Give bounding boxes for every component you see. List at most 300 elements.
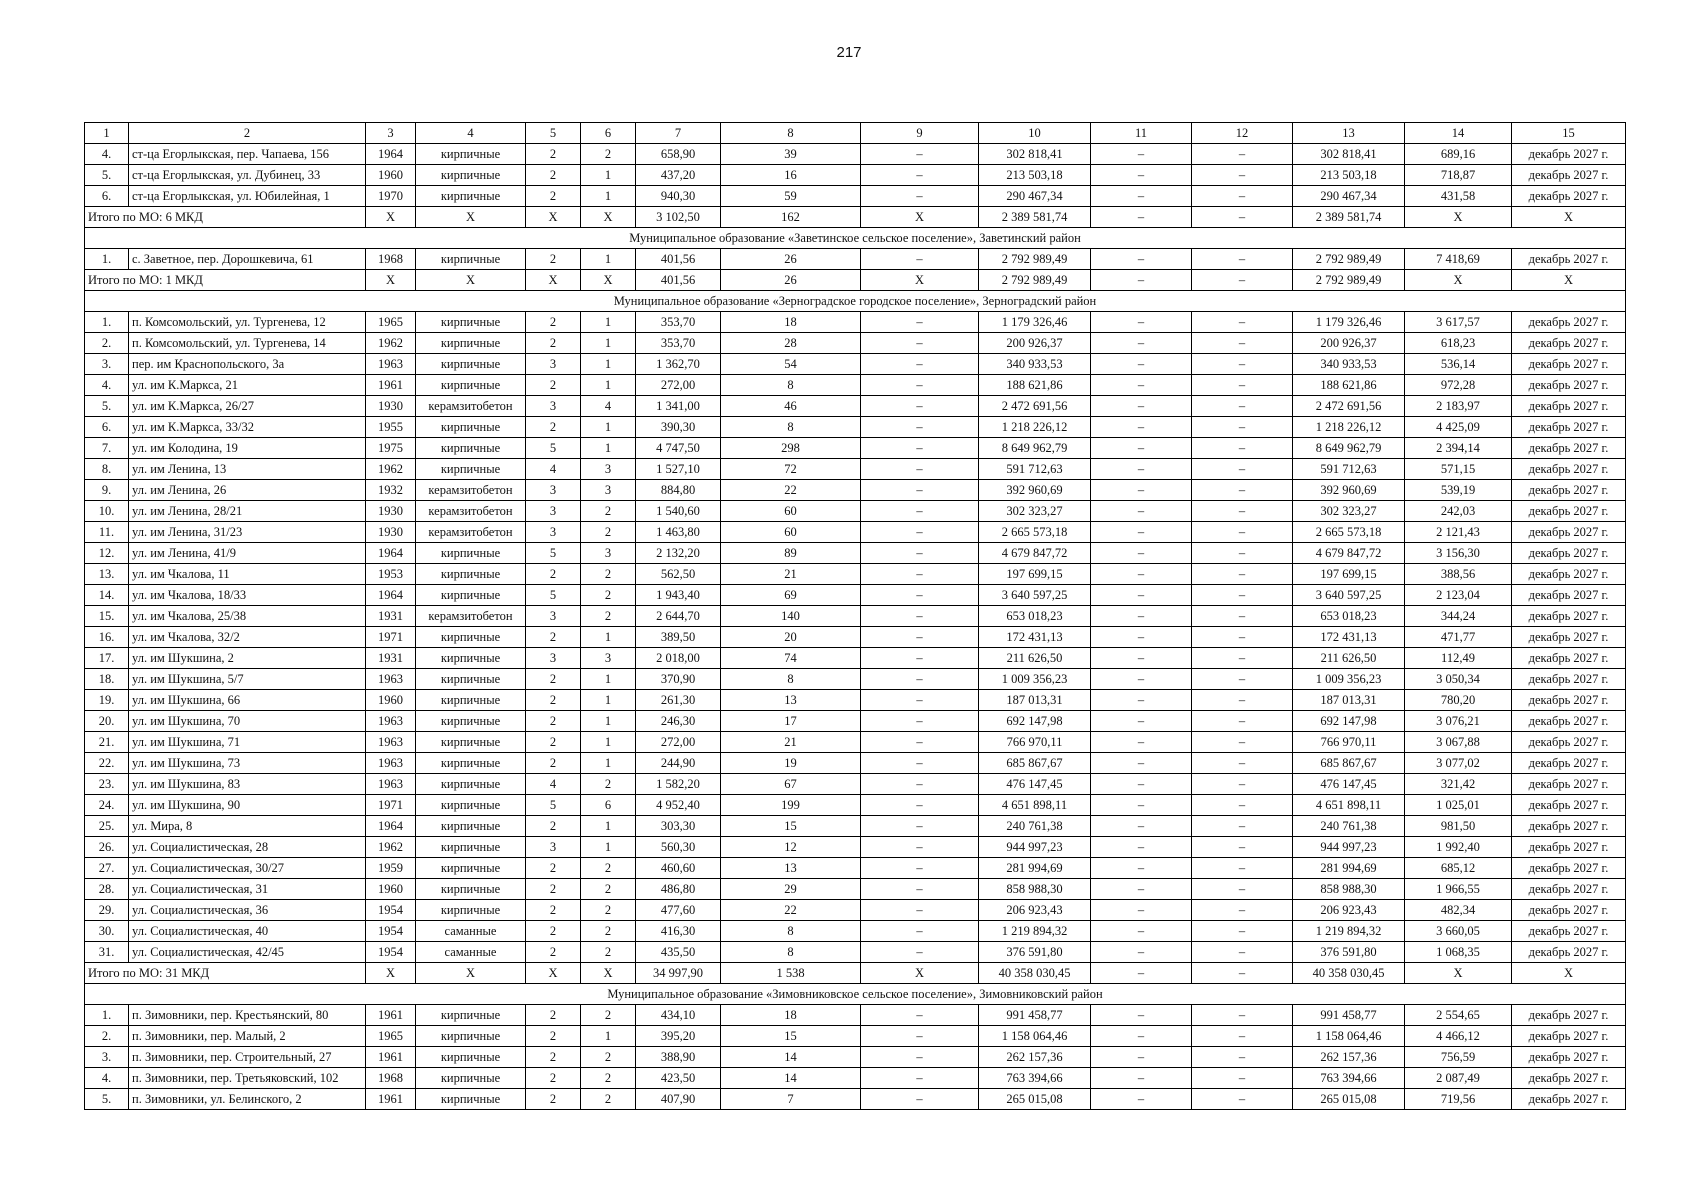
table-cell: 22 bbox=[721, 900, 861, 921]
table-row bbox=[85, 879, 1626, 900]
table-cell: 290 467,34 bbox=[979, 186, 1091, 207]
table-cell: 1 bbox=[581, 312, 636, 333]
table-row bbox=[85, 564, 1626, 585]
total-cell: 3 102,50 bbox=[636, 207, 721, 228]
table-cell: – bbox=[861, 165, 979, 186]
table-cell: 1963 bbox=[366, 732, 416, 753]
table-row bbox=[85, 1005, 1626, 1026]
table-cell: 12 bbox=[721, 837, 861, 858]
table-cell: – bbox=[1091, 606, 1192, 627]
table-cell: 692 147,98 bbox=[1293, 711, 1405, 732]
table-cell: 653 018,23 bbox=[1293, 606, 1405, 627]
table-cell: 2 bbox=[526, 1026, 581, 1047]
address-cell: п. Зимовники, пер. Малый, 2 bbox=[129, 1026, 366, 1047]
table-cell: декабрь 2027 г. bbox=[1512, 564, 1626, 585]
table-cell: декабрь 2027 г. bbox=[1512, 165, 1626, 186]
table-cell: 2 bbox=[581, 585, 636, 606]
table-cell: – bbox=[861, 543, 979, 564]
table-cell: декабрь 2027 г. bbox=[1512, 858, 1626, 879]
table-cell: – bbox=[1091, 879, 1192, 900]
table-cell: 2 bbox=[526, 900, 581, 921]
table-cell: – bbox=[1091, 501, 1192, 522]
table-cell: 2 bbox=[581, 1047, 636, 1068]
address-cell: ул. им Ленина, 41/9 bbox=[129, 543, 366, 564]
table-cell: 340 933,53 bbox=[979, 354, 1091, 375]
table-cell: 940,30 bbox=[636, 186, 721, 207]
table-cell: 477,60 bbox=[636, 900, 721, 921]
table-cell: декабрь 2027 г. bbox=[1512, 606, 1626, 627]
table-cell: 471,77 bbox=[1405, 627, 1512, 648]
table-cell: – bbox=[861, 1047, 979, 1068]
table-cell: 2 bbox=[526, 690, 581, 711]
table-cell: 2 bbox=[581, 921, 636, 942]
table-cell: 59 bbox=[721, 186, 861, 207]
table-cell: 1964 bbox=[366, 144, 416, 165]
column-number-header: 12 bbox=[1192, 123, 1293, 144]
table-cell: – bbox=[1091, 627, 1192, 648]
table-cell: 21. bbox=[85, 732, 129, 753]
table-cell: 21 bbox=[721, 564, 861, 585]
table-cell: 8. bbox=[85, 459, 129, 480]
table-cell: 991 458,77 bbox=[1293, 1005, 1405, 1026]
table-cell: 18 bbox=[721, 312, 861, 333]
table-cell: – bbox=[1091, 837, 1192, 858]
table-cell: кирпичные bbox=[416, 732, 526, 753]
table-cell: – bbox=[1192, 522, 1293, 543]
total-cell: Х bbox=[416, 207, 526, 228]
table-cell: 7. bbox=[85, 438, 129, 459]
address-cell: ул. им Шукшина, 71 bbox=[129, 732, 366, 753]
table-cell: 4 bbox=[581, 396, 636, 417]
total-cell: Х bbox=[1512, 207, 1626, 228]
table-cell: 242,03 bbox=[1405, 501, 1512, 522]
table-cell: 2 bbox=[581, 144, 636, 165]
table-cell: 2 123,04 bbox=[1405, 585, 1512, 606]
table-cell: – bbox=[1091, 753, 1192, 774]
table-cell: 60 bbox=[721, 501, 861, 522]
table-cell: 1961 bbox=[366, 375, 416, 396]
table-cell: 26 bbox=[721, 249, 861, 270]
total-cell: – bbox=[1091, 270, 1192, 291]
table-cell: декабрь 2027 г. bbox=[1512, 942, 1626, 963]
table-cell: – bbox=[861, 879, 979, 900]
table-cell: 2 bbox=[526, 1047, 581, 1068]
table-cell: 1 bbox=[581, 165, 636, 186]
table-cell: – bbox=[861, 942, 979, 963]
table-cell: – bbox=[1192, 858, 1293, 879]
address-cell: ул. Социалистическая, 30/27 bbox=[129, 858, 366, 879]
table-row bbox=[85, 753, 1626, 774]
table-cell: кирпичные bbox=[416, 1047, 526, 1068]
table-cell: 1961 bbox=[366, 1089, 416, 1110]
table-cell: декабрь 2027 г. bbox=[1512, 648, 1626, 669]
table-cell: 39 bbox=[721, 144, 861, 165]
table-cell: 261,30 bbox=[636, 690, 721, 711]
table-cell: 1 966,55 bbox=[1405, 879, 1512, 900]
address-cell: п. Зимовники, ул. Белинского, 2 bbox=[129, 1089, 366, 1110]
table-cell: – bbox=[1192, 249, 1293, 270]
table-cell: 1 bbox=[581, 690, 636, 711]
table-cell: кирпичные bbox=[416, 438, 526, 459]
table-cell: 1954 bbox=[366, 921, 416, 942]
table-cell: кирпичные bbox=[416, 837, 526, 858]
table-cell: 435,50 bbox=[636, 942, 721, 963]
table-cell: 1 158 064,46 bbox=[1293, 1026, 1405, 1047]
table-cell: 2 bbox=[526, 144, 581, 165]
table-cell: – bbox=[1192, 816, 1293, 837]
table-cell: кирпичные bbox=[416, 816, 526, 837]
table-row bbox=[85, 501, 1626, 522]
table-cell: 2 394,14 bbox=[1405, 438, 1512, 459]
table-cell: керамзитобетон bbox=[416, 606, 526, 627]
table-cell: 172 431,13 bbox=[1293, 627, 1405, 648]
table-cell: 2 bbox=[526, 921, 581, 942]
table-cell: 15. bbox=[85, 606, 129, 627]
table-cell: 2 bbox=[581, 564, 636, 585]
table-cell: 1 bbox=[581, 186, 636, 207]
table-cell: 1 bbox=[581, 837, 636, 858]
table-row bbox=[85, 711, 1626, 732]
table-cell: 376 591,80 bbox=[979, 942, 1091, 963]
total-cell: – bbox=[1192, 270, 1293, 291]
table-cell: 2 472 691,56 bbox=[979, 396, 1091, 417]
table-cell: 388,56 bbox=[1405, 564, 1512, 585]
table-row bbox=[85, 837, 1626, 858]
total-cell: Х bbox=[1405, 207, 1512, 228]
total-cell: 1 538 bbox=[721, 963, 861, 984]
table-cell: – bbox=[1192, 144, 1293, 165]
table-cell: 5. bbox=[85, 1089, 129, 1110]
table-cell: 2 472 691,56 bbox=[1293, 396, 1405, 417]
table-cell: 4 425,09 bbox=[1405, 417, 1512, 438]
address-cell: ул. им Шукшина, 90 bbox=[129, 795, 366, 816]
table-cell: 766 970,11 bbox=[1293, 732, 1405, 753]
table-cell: 4 bbox=[526, 459, 581, 480]
table-cell: 2 132,20 bbox=[636, 543, 721, 564]
table-cell: 981,50 bbox=[1405, 816, 1512, 837]
table-cell: 14. bbox=[85, 585, 129, 606]
table-cell: – bbox=[1091, 816, 1192, 837]
table-cell: саманные bbox=[416, 942, 526, 963]
table-cell: 3 076,21 bbox=[1405, 711, 1512, 732]
table-cell: декабрь 2027 г. bbox=[1512, 249, 1626, 270]
table-row bbox=[85, 1089, 1626, 1110]
table-cell: 11. bbox=[85, 522, 129, 543]
table-row bbox=[85, 648, 1626, 669]
table-cell: декабрь 2027 г. bbox=[1512, 816, 1626, 837]
table-cell: – bbox=[1192, 1047, 1293, 1068]
table-cell: 2 554,65 bbox=[1405, 1005, 1512, 1026]
table-cell: – bbox=[1091, 921, 1192, 942]
table-cell: 2 bbox=[526, 564, 581, 585]
section-heading: Муниципальное образование «Заветинское сельское поселение», Заветинский район bbox=[85, 228, 1626, 249]
table-cell: 1 341,00 bbox=[636, 396, 721, 417]
table-cell: – bbox=[1091, 585, 1192, 606]
table-cell: – bbox=[861, 1026, 979, 1047]
table-cell: 560,30 bbox=[636, 837, 721, 858]
table-cell: 437,20 bbox=[636, 165, 721, 186]
address-cell: ул. им К.Маркса, 26/27 bbox=[129, 396, 366, 417]
table-cell: – bbox=[861, 795, 979, 816]
table-cell: – bbox=[1192, 837, 1293, 858]
table-cell: 206 923,43 bbox=[979, 900, 1091, 921]
address-cell: ул. Социалистическая, 42/45 bbox=[129, 942, 366, 963]
table-cell: 3 640 597,25 bbox=[1293, 585, 1405, 606]
table-cell: – bbox=[1192, 774, 1293, 795]
table-cell: 618,23 bbox=[1405, 333, 1512, 354]
table-cell: 2 018,00 bbox=[636, 648, 721, 669]
table-cell: 685 867,67 bbox=[979, 753, 1091, 774]
table-cell: 2 bbox=[526, 669, 581, 690]
table-cell: 20. bbox=[85, 711, 129, 732]
column-number-header: 4 bbox=[416, 123, 526, 144]
table-cell: 188 621,86 bbox=[979, 375, 1091, 396]
table-cell: 3 bbox=[581, 459, 636, 480]
table-cell: 1 bbox=[581, 249, 636, 270]
column-number-header: 13 bbox=[1293, 123, 1405, 144]
address-cell: ул. им Ленина, 13 bbox=[129, 459, 366, 480]
table-cell: 1. bbox=[85, 312, 129, 333]
address-cell: ул. Социалистическая, 28 bbox=[129, 837, 366, 858]
total-row bbox=[85, 207, 1626, 228]
table-cell: – bbox=[1192, 753, 1293, 774]
table-row bbox=[85, 396, 1626, 417]
table-cell: 991 458,77 bbox=[979, 1005, 1091, 1026]
table-cell: 476 147,45 bbox=[979, 774, 1091, 795]
table-cell: – bbox=[861, 921, 979, 942]
total-cell: 2 792 989,49 bbox=[979, 270, 1091, 291]
table-cell: 4 747,50 bbox=[636, 438, 721, 459]
table-cell: 2 bbox=[526, 711, 581, 732]
table-row bbox=[85, 669, 1626, 690]
section-heading-row bbox=[85, 984, 1626, 1005]
table-cell: 416,30 bbox=[636, 921, 721, 942]
table-cell: 200 926,37 bbox=[979, 333, 1091, 354]
table-cell: кирпичные bbox=[416, 459, 526, 480]
table-cell: 4 679 847,72 bbox=[979, 543, 1091, 564]
total-cell: – bbox=[1091, 963, 1192, 984]
total-label: Итого по МО: 6 МКД bbox=[85, 207, 366, 228]
register-table bbox=[84, 122, 1626, 1110]
table-cell: 1964 bbox=[366, 585, 416, 606]
table-row bbox=[85, 1068, 1626, 1089]
table-cell: – bbox=[1091, 312, 1192, 333]
table-cell: 340 933,53 bbox=[1293, 354, 1405, 375]
table-cell: декабрь 2027 г. bbox=[1512, 1026, 1626, 1047]
table-cell: – bbox=[1192, 606, 1293, 627]
table-cell: – bbox=[1192, 438, 1293, 459]
address-cell: ст-ца Егорлыкская, ул. Дубинец, 33 bbox=[129, 165, 366, 186]
table-cell: 763 394,66 bbox=[979, 1068, 1091, 1089]
table-cell: декабрь 2027 г. bbox=[1512, 627, 1626, 648]
table-row bbox=[85, 1026, 1626, 1047]
table-cell: 780,20 bbox=[1405, 690, 1512, 711]
table-cell: 1962 bbox=[366, 459, 416, 480]
table-cell: 281 994,69 bbox=[979, 858, 1091, 879]
total-label: Итого по МО: 31 МКД bbox=[85, 963, 366, 984]
table-cell: 1 362,70 bbox=[636, 354, 721, 375]
table-cell: 246,30 bbox=[636, 711, 721, 732]
table-cell: декабрь 2027 г. bbox=[1512, 480, 1626, 501]
table-cell: 298 bbox=[721, 438, 861, 459]
table-cell: декабрь 2027 г. bbox=[1512, 1005, 1626, 1026]
total-cell: Х bbox=[581, 270, 636, 291]
table-cell: 3 bbox=[526, 480, 581, 501]
table-cell: 2 665 573,18 bbox=[1293, 522, 1405, 543]
table-cell: 1954 bbox=[366, 900, 416, 921]
table-cell: кирпичные bbox=[416, 165, 526, 186]
column-number-header: 14 bbox=[1405, 123, 1512, 144]
table-cell: 344,24 bbox=[1405, 606, 1512, 627]
table-cell: 1932 bbox=[366, 480, 416, 501]
table-cell: 1 158 064,46 bbox=[979, 1026, 1091, 1047]
total-cell: Х bbox=[366, 207, 416, 228]
total-cell: 162 bbox=[721, 207, 861, 228]
table-cell: 1 bbox=[581, 753, 636, 774]
table-cell: 2 bbox=[526, 333, 581, 354]
table-body bbox=[85, 144, 1626, 1110]
table-cell: – bbox=[861, 606, 979, 627]
table-cell: – bbox=[1091, 165, 1192, 186]
table-cell: – bbox=[1091, 438, 1192, 459]
table-cell: кирпичные bbox=[416, 1005, 526, 1026]
table-cell: – bbox=[861, 585, 979, 606]
table-cell: декабрь 2027 г. bbox=[1512, 144, 1626, 165]
table-cell: 19 bbox=[721, 753, 861, 774]
table-cell: – bbox=[861, 648, 979, 669]
table-cell: 187 013,31 bbox=[979, 690, 1091, 711]
address-cell: ул. им Чкалова, 11 bbox=[129, 564, 366, 585]
table-cell: – bbox=[1091, 942, 1192, 963]
table-cell: 3 617,57 bbox=[1405, 312, 1512, 333]
table-cell: – bbox=[1091, 774, 1192, 795]
table-cell: 2 792 989,49 bbox=[979, 249, 1091, 270]
table-cell: кирпичные bbox=[416, 1068, 526, 1089]
table-cell: 8 649 962,79 bbox=[1293, 438, 1405, 459]
table-cell: 1 992,40 bbox=[1405, 837, 1512, 858]
table-cell: 3 156,30 bbox=[1405, 543, 1512, 564]
table-cell: 1 bbox=[581, 417, 636, 438]
address-cell: ул. им Ленина, 28/21 bbox=[129, 501, 366, 522]
table-cell: 4. bbox=[85, 375, 129, 396]
total-row bbox=[85, 963, 1626, 984]
table-cell: 1 219 894,32 bbox=[979, 921, 1091, 942]
column-number-header: 3 bbox=[366, 123, 416, 144]
table-cell: 69 bbox=[721, 585, 861, 606]
table-cell: 2 bbox=[526, 249, 581, 270]
table-cell: 3. bbox=[85, 354, 129, 375]
table-row bbox=[85, 186, 1626, 207]
address-cell: ул. им Ленина, 31/23 bbox=[129, 522, 366, 543]
table-cell: 972,28 bbox=[1405, 375, 1512, 396]
table-row bbox=[85, 585, 1626, 606]
table-cell: 13. bbox=[85, 564, 129, 585]
table-cell: 1961 bbox=[366, 1005, 416, 1026]
table-cell: 240 761,38 bbox=[979, 816, 1091, 837]
table-cell: кирпичные bbox=[416, 186, 526, 207]
table-cell: – bbox=[1091, 669, 1192, 690]
table-cell: 272,00 bbox=[636, 375, 721, 396]
table-cell: декабрь 2027 г. bbox=[1512, 711, 1626, 732]
table-cell: 460,60 bbox=[636, 858, 721, 879]
table-cell: 1930 bbox=[366, 396, 416, 417]
table-cell: 74 bbox=[721, 648, 861, 669]
total-cell: Х bbox=[861, 270, 979, 291]
table-cell: 14 bbox=[721, 1047, 861, 1068]
table-cell: – bbox=[1091, 711, 1192, 732]
table-cell: 302 323,27 bbox=[979, 501, 1091, 522]
table-cell: – bbox=[1091, 375, 1192, 396]
table-cell: – bbox=[861, 564, 979, 585]
table-cell: 18. bbox=[85, 669, 129, 690]
table-cell: 281 994,69 bbox=[1293, 858, 1405, 879]
table-cell: – bbox=[1192, 900, 1293, 921]
total-cell: Х bbox=[366, 270, 416, 291]
table-cell: 1963 bbox=[366, 669, 416, 690]
table-cell: – bbox=[1091, 795, 1192, 816]
address-cell: п. Комсомольский, ул. Тургенева, 12 bbox=[129, 312, 366, 333]
table-cell: 262 157,36 bbox=[1293, 1047, 1405, 1068]
column-number-header: 2 bbox=[129, 123, 366, 144]
table-cell: 1968 bbox=[366, 1068, 416, 1089]
table-cell: 206 923,43 bbox=[1293, 900, 1405, 921]
table-cell: 67 bbox=[721, 774, 861, 795]
table-cell: 571,15 bbox=[1405, 459, 1512, 480]
table-row bbox=[85, 354, 1626, 375]
table-cell: 2 183,97 bbox=[1405, 396, 1512, 417]
table-cell: декабрь 2027 г. bbox=[1512, 522, 1626, 543]
table-cell: 1 527,10 bbox=[636, 459, 721, 480]
table-cell: – bbox=[1192, 648, 1293, 669]
table-cell: 482,34 bbox=[1405, 900, 1512, 921]
table-cell: 213 503,18 bbox=[979, 165, 1091, 186]
table-cell: 1 bbox=[581, 375, 636, 396]
table-cell: 1965 bbox=[366, 312, 416, 333]
table-cell: 3 067,88 bbox=[1405, 732, 1512, 753]
column-number-header: 5 bbox=[526, 123, 581, 144]
table-cell: 27. bbox=[85, 858, 129, 879]
table-cell: 1964 bbox=[366, 543, 416, 564]
table-cell: 15 bbox=[721, 1026, 861, 1047]
section-heading: Муниципальное образование «Зимовниковское сельское поселение», Зимовниковский район bbox=[85, 984, 1626, 1005]
table-cell: – bbox=[1091, 690, 1192, 711]
table-cell: декабрь 2027 г. bbox=[1512, 837, 1626, 858]
table-row bbox=[85, 417, 1626, 438]
table-cell: 1968 bbox=[366, 249, 416, 270]
table-cell: 200 926,37 bbox=[1293, 333, 1405, 354]
table-cell: декабрь 2027 г. bbox=[1512, 921, 1626, 942]
table-cell: 187 013,31 bbox=[1293, 690, 1405, 711]
table-cell: – bbox=[1192, 501, 1293, 522]
table-cell: 8 649 962,79 bbox=[979, 438, 1091, 459]
table-cell: – bbox=[1091, 459, 1192, 480]
table-cell: 395,20 bbox=[636, 1026, 721, 1047]
table-cell: 8 bbox=[721, 669, 861, 690]
table-cell: 213 503,18 bbox=[1293, 165, 1405, 186]
table-row bbox=[85, 627, 1626, 648]
table-cell: декабрь 2027 г. bbox=[1512, 669, 1626, 690]
table-cell: 5. bbox=[85, 396, 129, 417]
table-cell: 392 960,69 bbox=[979, 480, 1091, 501]
table-cell: 2 121,43 bbox=[1405, 522, 1512, 543]
table-cell: 1 218 226,12 bbox=[979, 417, 1091, 438]
table-cell: – bbox=[861, 438, 979, 459]
table-cell: 3 bbox=[526, 396, 581, 417]
address-cell: ст-ца Егорлыкская, пер. Чапаева, 156 bbox=[129, 144, 366, 165]
table-row bbox=[85, 144, 1626, 165]
table-cell: кирпичные bbox=[416, 333, 526, 354]
table-cell: 21 bbox=[721, 732, 861, 753]
